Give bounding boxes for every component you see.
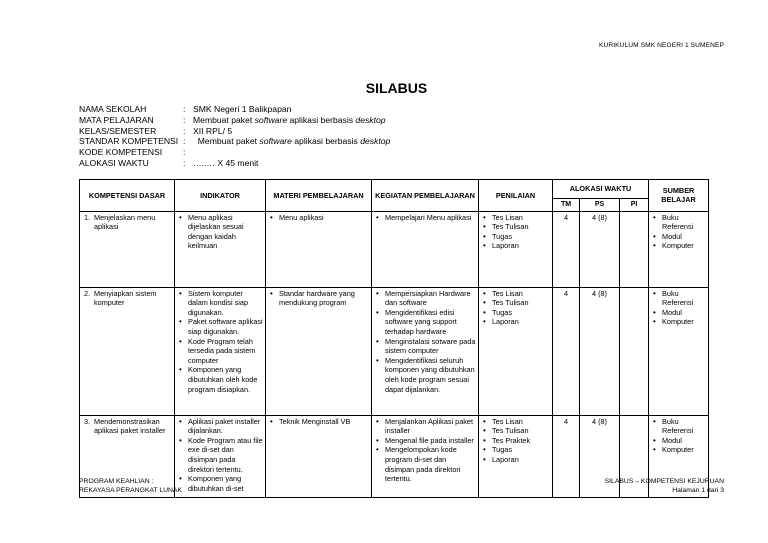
footer-page-number: Halaman 1 dari 3 (672, 487, 724, 494)
info-colon: : (183, 157, 186, 168)
info-value (193, 136, 390, 147)
info-label: KELAS/SEMESTER (79, 125, 157, 136)
info-value: …..… X 45 menit (193, 157, 259, 168)
kd-text: Menyiapkan sistem komputer (94, 288, 157, 308)
info-colon: : (183, 114, 186, 125)
cell-kegiatan (372, 211, 479, 287)
info-label: ALOKASI WAKTU (79, 157, 149, 168)
cell-pi (620, 287, 649, 415)
list-item: • Tes Tulisan (481, 426, 550, 436)
cell-tm: 4 (553, 287, 580, 415)
info-row-subject (79, 115, 390, 126)
list-item: • Komponen yang dibutuhkan oleh kode program disiapkan. (177, 365, 263, 394)
info-value-text: Membuat paket (193, 136, 260, 147)
footer-doc-title: SILABUS – KOMPETENSI KEJURUAN (604, 478, 724, 485)
curriculum-header: KURIKULUM SMK NEGERI 1 SUMENEP (598, 42, 724, 49)
kd-text: Menjelaskan menu aplikasi (94, 212, 156, 232)
list-item: • Buku Referensi (651, 289, 706, 308)
cell-ps: 4 (8) (580, 415, 620, 497)
footer-program-label: PROGRAM KEAHLIAN : (79, 478, 154, 485)
cell-materi (266, 211, 372, 287)
cell-penilaian (479, 211, 553, 287)
cell-kegiatan (372, 415, 479, 497)
cell-indikator (175, 287, 266, 415)
list-item: • Paket software aplikasi siap digunakan. (177, 317, 263, 336)
list-item: • Komputer (651, 317, 706, 327)
header-penilaian: PENILAIAN (479, 180, 553, 212)
cell-kd (80, 211, 175, 287)
info-value: XII RPL/ 5 (193, 125, 233, 136)
info-value (193, 115, 386, 126)
kd-text: Mendemonstrasikan aplikasi paket installer (94, 416, 166, 436)
info-value-italic: desktop (360, 136, 391, 147)
info-colon: : (183, 104, 186, 114)
list-item: • Tes Lisan (481, 417, 550, 427)
page-title: SILABUS (365, 80, 428, 96)
cell-kd (80, 287, 175, 415)
list-item: • Standar hardware yang mendukung program (268, 289, 369, 308)
list-item: • Mengelompokan kode program di-set dan disimpan pada direktori tertentu. (374, 445, 476, 483)
list-item: • Tugas (481, 232, 550, 242)
list-item: • Laporan (481, 241, 550, 251)
list-item: • Menu aplikasi dijelaskan sesuai dengan kaidah keilmuan (177, 213, 263, 251)
header-kd: KOMPETENSI DASAR (80, 180, 175, 212)
info-label: KODE KOMPETENSI (79, 147, 163, 158)
list-item: • Mengidentifikasi seluruh komponen yang dibutuhkan oleh kode program sesuai dapat dijalankan. (374, 356, 476, 394)
list-item: • Komputer (651, 241, 706, 251)
list-item: • Buku Referensi (651, 213, 706, 232)
list-item: • Tes Praktek (481, 436, 550, 446)
cell-indikator (175, 211, 266, 287)
header-kegiatan: KEGIATAN PEMBELAJARAN (372, 180, 479, 212)
info-value-italic: software (259, 136, 292, 147)
cell-penilaian (479, 287, 553, 415)
info-value: SMK Negeri 1 Balikpapan (193, 104, 292, 114)
list-item: • Buku Referensi (651, 417, 706, 436)
info-row-standard (79, 136, 390, 147)
cell-pi (620, 211, 649, 287)
info-value-text: Membuat paket (193, 114, 255, 125)
info-row-code (79, 147, 390, 158)
cell-materi (266, 287, 372, 415)
list-item: • Mengidentifikasi edisi software yang support terhadap hardware (374, 308, 476, 337)
list-item: • Tes Tulisan (481, 298, 550, 308)
kd-number: 1. (84, 212, 91, 222)
list-item: • Tes Lisan (481, 289, 550, 299)
header-alokasi: ALOKASI WAKTU (553, 180, 649, 199)
info-value-text: aplikasi berbasis (287, 114, 356, 125)
cell-kegiatan (372, 287, 479, 415)
cell-tm: 4 (553, 415, 580, 497)
info-colon: : (183, 136, 186, 147)
list-item: • Sistem komputer dalam kondisi siap digunakan. (177, 289, 263, 318)
info-colon: : (183, 125, 186, 136)
info-label: STANDAR KOMPETENSI (79, 136, 179, 147)
list-item: • Modul (651, 232, 706, 242)
info-label: NAMA SEKOLAH (79, 104, 147, 114)
list-item: • Mempelajari Menu aplikasi (374, 213, 476, 223)
header-materi: MATERI PEMBELAJARAN (266, 180, 372, 212)
list-item: • Komputer (651, 445, 706, 455)
list-item: • Menu aplikasi (268, 213, 369, 223)
school-info-block (79, 104, 390, 169)
list-item: • Tugas (481, 308, 550, 318)
info-colon: : (183, 147, 186, 158)
list-item: • Laporan (481, 317, 550, 327)
info-row-time (79, 158, 390, 169)
cell-ps: 4 (8) (580, 287, 620, 415)
table-row (80, 287, 709, 415)
cell-materi (266, 415, 372, 497)
list-item: • Tes Lisan (481, 213, 550, 223)
header-pi: PI (620, 199, 649, 212)
info-value-italic: software (254, 114, 288, 125)
table-header-row (80, 180, 709, 199)
list-item: • Mengenal file pada installer (374, 436, 476, 446)
cell-penilaian (479, 415, 553, 497)
footer-program-name: REKAYASA PERANGKAT LUNAK (79, 487, 182, 494)
footer-program (79, 477, 182, 495)
list-item: • Mempersiapkan Hardware dan software (374, 289, 476, 308)
list-item: • Modul (651, 436, 706, 446)
kd-number: 3. (84, 416, 91, 426)
cell-sumber (649, 287, 709, 415)
list-item: • Modul (651, 308, 706, 318)
info-value-text: aplikasi berbasis (291, 136, 361, 147)
header-sumber: SUMBER BELAJAR (649, 180, 709, 212)
header-ps: PS (580, 199, 620, 212)
list-item: • Tugas (481, 445, 550, 455)
list-item: • Teknik Menginstall VB (268, 417, 369, 427)
syllabus-table (79, 179, 709, 498)
cell-indikator (175, 415, 266, 497)
info-row-school (79, 104, 390, 115)
list-item: • Laporan (481, 455, 550, 465)
list-item: • Tes Tulisan (481, 222, 550, 232)
table-row (80, 211, 709, 287)
list-item: • Aplikasi paket installer dijalankan. (177, 417, 263, 436)
info-label: MATA PELAJARAN (79, 114, 154, 125)
list-item: • Menjalankan Aplikasi paket installer (374, 417, 476, 436)
kd-number: 2. (84, 288, 91, 298)
footer-page-info (605, 477, 724, 495)
list-item: • Kode Program atau file exe di-set dan disimpan pada direktori tertentu. (177, 436, 263, 474)
header-tm: TM (553, 199, 580, 212)
header-indikator: INDIKATOR (175, 180, 266, 212)
info-row-class (79, 126, 390, 137)
list-item: • Menginstalasi sotware pada sistem computer (374, 337, 476, 356)
cell-tm: 4 (553, 211, 580, 287)
info-value-italic: desktop (355, 114, 386, 125)
list-item: • Komponen yang dibutuhkan di-set (177, 474, 263, 493)
cell-sumber (649, 211, 709, 287)
cell-ps: 4 (8) (580, 211, 620, 287)
list-item: • Kode Program telah tersedia pada sistem computer (177, 337, 263, 366)
